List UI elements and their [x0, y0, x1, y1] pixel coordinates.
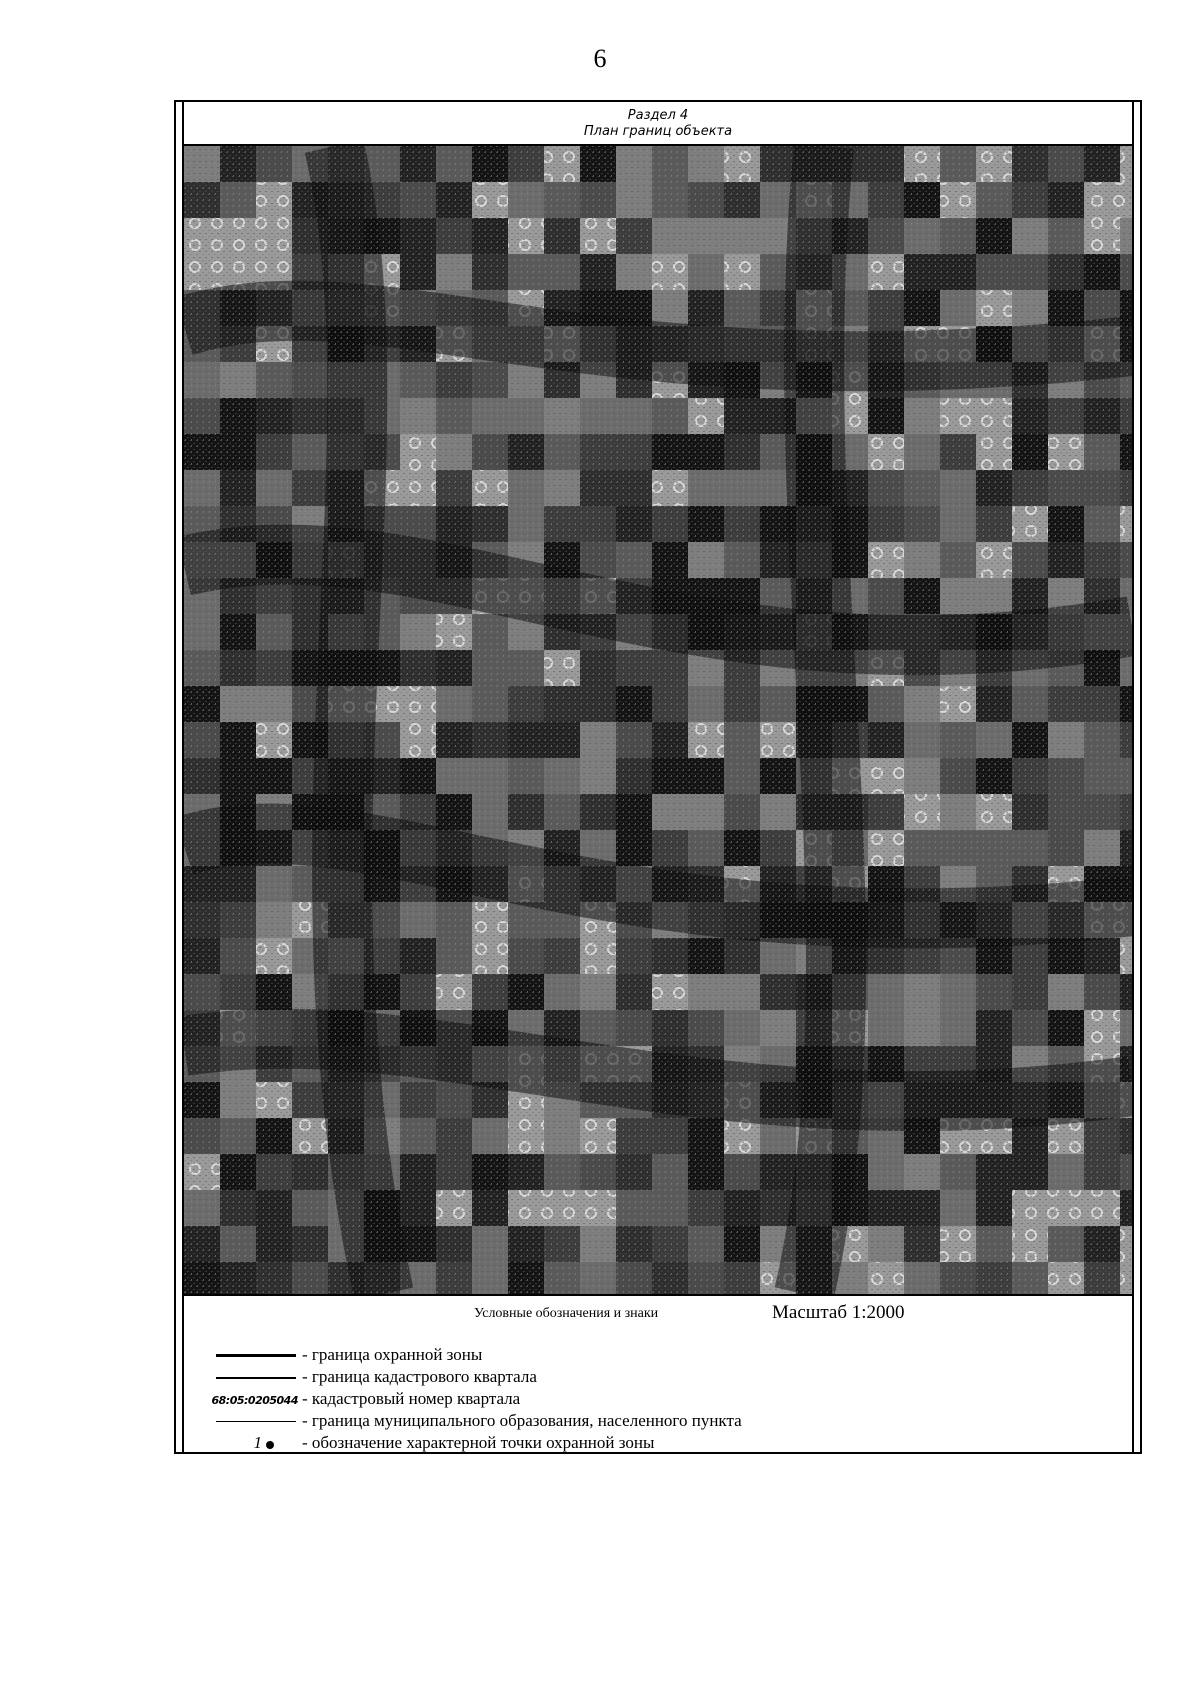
map-raster	[184, 146, 1132, 1294]
legend-item-label: - кадастровый номер квартала	[302, 1389, 521, 1408]
legend-item-label: - граница муниципального образования, населенного пункта	[302, 1411, 742, 1430]
point-number: 1	[253, 1433, 262, 1452]
legend	[184, 1296, 1132, 1452]
point-symbol	[184, 1432, 300, 1454]
legend-item-characteristic-point	[184, 1432, 1084, 1454]
legend-title: Условные обозначения и знаки	[474, 1306, 659, 1321]
legend-item-label: - граница кадастрового квартала	[302, 1367, 537, 1386]
legend-item-label: - граница охранной зоны	[302, 1345, 483, 1364]
legend-item-cadastral-block-boundary	[184, 1366, 1084, 1388]
map-scale: Масштаб 1:2000	[772, 1302, 905, 1323]
point-dot-icon	[266, 1441, 274, 1449]
cadastral-code-symbol	[184, 1388, 300, 1410]
cadastral-code: 68:05:0205044	[211, 1394, 298, 1407]
plan-title: План границ объекта	[583, 124, 733, 139]
boundary-map-image	[184, 146, 1132, 1296]
section-label: Раздел 4	[627, 108, 689, 123]
legend-item-protection-zone	[184, 1344, 1084, 1366]
page-number: 6	[593, 44, 607, 73]
frame-inner	[182, 102, 1134, 1452]
thin-line-symbol	[184, 1410, 300, 1432]
medium-line-symbol	[184, 1366, 300, 1388]
legend-item-label: - обозначение характерной точки охранной зоны	[302, 1433, 655, 1452]
legend-item-municipal-boundary	[184, 1410, 1084, 1432]
section-header	[184, 102, 1132, 146]
legend-item-cadastral-number	[184, 1388, 1084, 1410]
thick-line-symbol	[184, 1344, 300, 1366]
document-frame	[174, 100, 1142, 1454]
